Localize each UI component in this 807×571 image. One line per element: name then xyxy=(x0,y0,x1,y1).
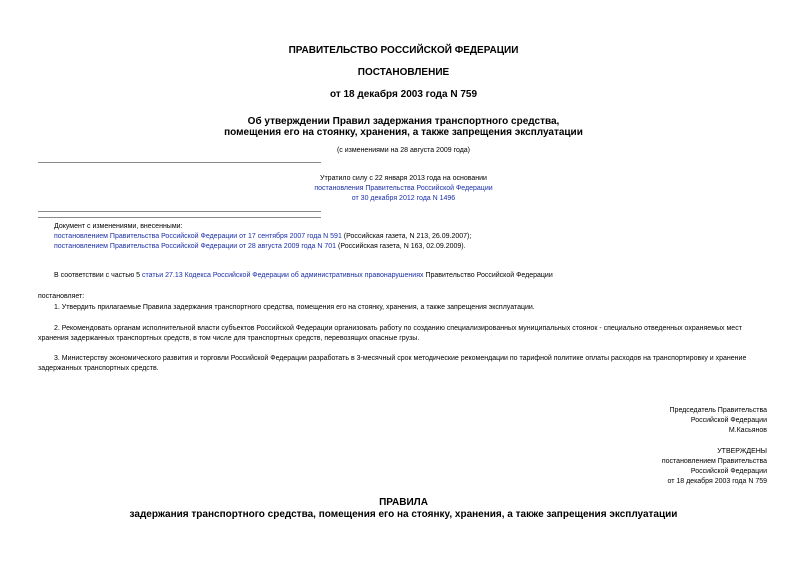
document-date-number: от 18 декабря 2003 года N 759 xyxy=(329,89,478,100)
change-item-1 xyxy=(54,232,471,242)
document-title-line1: Об утверждении Правил задержания транспортного средства, xyxy=(247,116,560,127)
approval-line4: от 18 декабря 2003 года N 759 xyxy=(667,478,767,485)
basis-suffix: Правительство Российской Федерации xyxy=(423,272,553,279)
divider xyxy=(38,211,321,212)
rules-subtitle: задержания транспортного средства, помещения его на стоянку, хранения, а также запрещения эксплуатации xyxy=(129,509,678,520)
signature-position: Председатель Правительства xyxy=(669,407,767,414)
signature-country: Российской Федерации xyxy=(690,417,767,424)
repeal-status: Утратило силу с 22 января 2013 года на основании xyxy=(320,175,487,182)
paragraph-2-line2: хранения задержанных транспортных средств, в том числе для транспортных средств, перевозящих опасные грузы. xyxy=(38,335,420,342)
divider xyxy=(38,162,321,163)
repeal-link-line1[interactable]: постановления Правительства Российской Федерации xyxy=(314,185,493,192)
document-title-line2: помещения его на стоянку, хранения, а также запрещения эксплуатации xyxy=(224,127,583,138)
approval-line3: Российской Федерации xyxy=(690,468,767,475)
amendments-note: (с изменениями на 28 августа 2009 года) xyxy=(336,147,471,154)
signature-name: М.Касьянов xyxy=(728,427,767,434)
paragraph-3-line1: 3. Министерству экономического развития и торговли Российской Федерации разработать в 3-месячный срок методические рекомендации по тарифной политике оплаты расходов на транспортировку и хранение xyxy=(54,355,747,362)
document-type: ПОСТАНОВЛЕНИЕ xyxy=(357,67,450,78)
basis-prefix: В соответствии с частью 5 xyxy=(54,272,143,279)
change-item-2-source: (Российская газета, N 163, 02.09.2009). xyxy=(336,243,466,250)
paragraph-3-line2: задержанных транспортных средств. xyxy=(38,365,159,372)
changes-intro: Документ с изменениями, внесенными: xyxy=(54,223,183,230)
change-item-1-link[interactable]: постановлением Правительства Российской Федерации от 17 сентября 2007 года N 591 xyxy=(54,233,342,240)
basis-paragraph xyxy=(54,271,553,281)
approval-heading: УТВЕРЖДЕНЫ xyxy=(717,448,767,455)
change-item-2 xyxy=(54,242,466,252)
rules-title: ПРАВИЛА xyxy=(379,497,428,508)
paragraph-1: 1. Утвердить прилагаемые Правила задержания транспортного средства, помещения его на стоянку, хранения, а также запрещения эксплуатации. xyxy=(54,304,535,311)
repeal-link-line2[interactable]: от 30 декабря 2012 года N 1496 xyxy=(351,195,456,202)
government-heading: ПРАВИТЕЛЬСТВО РОССИЙСКОЙ ФЕДЕРАЦИИ xyxy=(288,45,519,56)
change-item-1-source: (Российская газета, N 213, 26.09.2007); xyxy=(341,233,472,240)
basis-link[interactable]: статьи 27.13 Кодекса Российской Федерации об административных правонарушениях xyxy=(142,272,424,279)
divider xyxy=(38,217,321,218)
change-item-2-link[interactable]: постановлением Правительства Российской Федерации от 28 августа 2009 года N 701 xyxy=(54,243,337,250)
paragraph-2-line1: 2. Рекомендовать органам исполнительной власти субъектов Российской Федерации организовать работу по созданию специализированных муниципальных стоянок - специально отведенных охраняемых мест xyxy=(54,325,742,332)
approval-line2: постановлением Правительства xyxy=(661,458,767,465)
resolves-label: постановляет: xyxy=(38,293,85,300)
